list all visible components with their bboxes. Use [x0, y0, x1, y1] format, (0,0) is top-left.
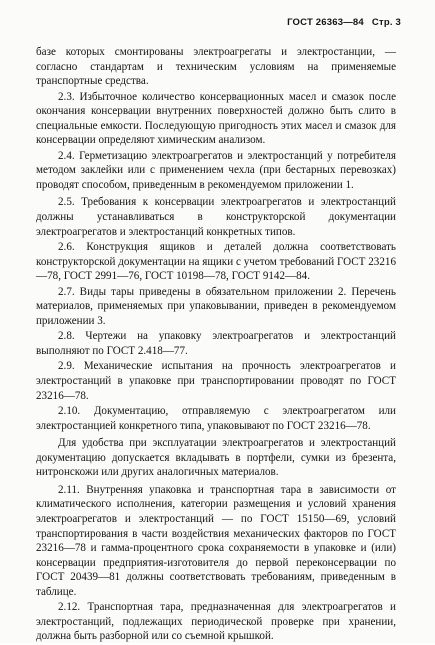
- paragraph-2-11: 2.11. Внутренняя упаковка и транспортная тара в зависимости от климатического исполнения, категории размещения и условий хранения электроагрегатов и электростанций — по ГОСТ 15150—69, условий транспортирования в части воздействия механических факторов по ГОСТ 23216—78 и гамма-процентного срока сохраняемости в упаковке и (или) консервации предприятия-изготовителя до первой переконсервации по ГОСТ 20439—81 должны соответствовать требованиям, приведенным в таблице.: [36, 483, 396, 598]
- paragraph-2-5: 2.5. Требования к консервации электроагрегатов и электростанций должны устанавливаться в конструкторской документации электроагрегатов и электростанций конкретных типов.: [36, 196, 396, 238]
- paragraph-continuation: базе которых смонтированы электроагрегаты и электростанции, — согласно стандартам и техническим условиям на применяемые транспортные средства.: [36, 46, 396, 88]
- paragraph-2-9: 2.9. Механические испытания на прочность электроагрегатов и электростанций в упаковке при транспортировании проводят по ГОСТ 23216—78.: [36, 360, 396, 402]
- paragraph-2-7: 2.7. Виды тары приведены в обязательном приложении 2. Перечень материалов, применяемых при упаковывании, приведен в рекомендуемом приложении 3.: [36, 285, 396, 327]
- paragraph-2-4: 2.4. Герметизацию электроагрегатов и электростанций у потребителя методом заклейки или с применением чехла (при бестарных перевозках) проводят способом, приведенным в рекомендуемом приложении 1.: [36, 149, 396, 191]
- paragraph-2-6: 2.6. Конструкция ящиков и деталей должна соответствовать конструкторской документации на ящики с учетом требований ГОСТ 23216—78, ГОСТ 2991—76, ГОСТ 10198—78, ГОСТ 9142—84.: [36, 241, 396, 283]
- paragraph-2-10-note: Для удобства при эксплуатации электроагрегатов и электростанций документацию допускается вкладывать в портфели, сумки из брезента, нитронскожи или других аналогичных материалов.: [36, 437, 396, 479]
- page-number: Стр. 3: [371, 17, 401, 28]
- paragraph-2-3: 2.3. Избыточное количество консервационных масел и смазок после окончания консервации внутренних поверхностей должно быть слито в специальные емкости. Последующую пригодность этих масел и смазок для консервации определяют химическим анализом.: [36, 90, 396, 147]
- paragraph-2-10: 2.10. Документацию, отправляемую с электроагрегатом или электростанцией конкретного типа, упаковывают по ГОСТ 23216—78.: [36, 405, 396, 432]
- paragraph-2-8: 2.8. Чертежи на упаковку электроагрегатов и электростанций выполняют по ГОСТ 2.418—77.: [36, 330, 396, 357]
- running-header: [287, 17, 401, 28]
- paragraph-2-12: 2.12. Транспортная тара, предназначенная для электроагрегатов и электростанций, подлежащих периодической проверке при хранении, должна быть разборной или со съемной крышкой.: [36, 601, 396, 643]
- standard-number: ГОСТ 26363—84: [287, 17, 364, 28]
- document-body: [36, 45, 396, 645]
